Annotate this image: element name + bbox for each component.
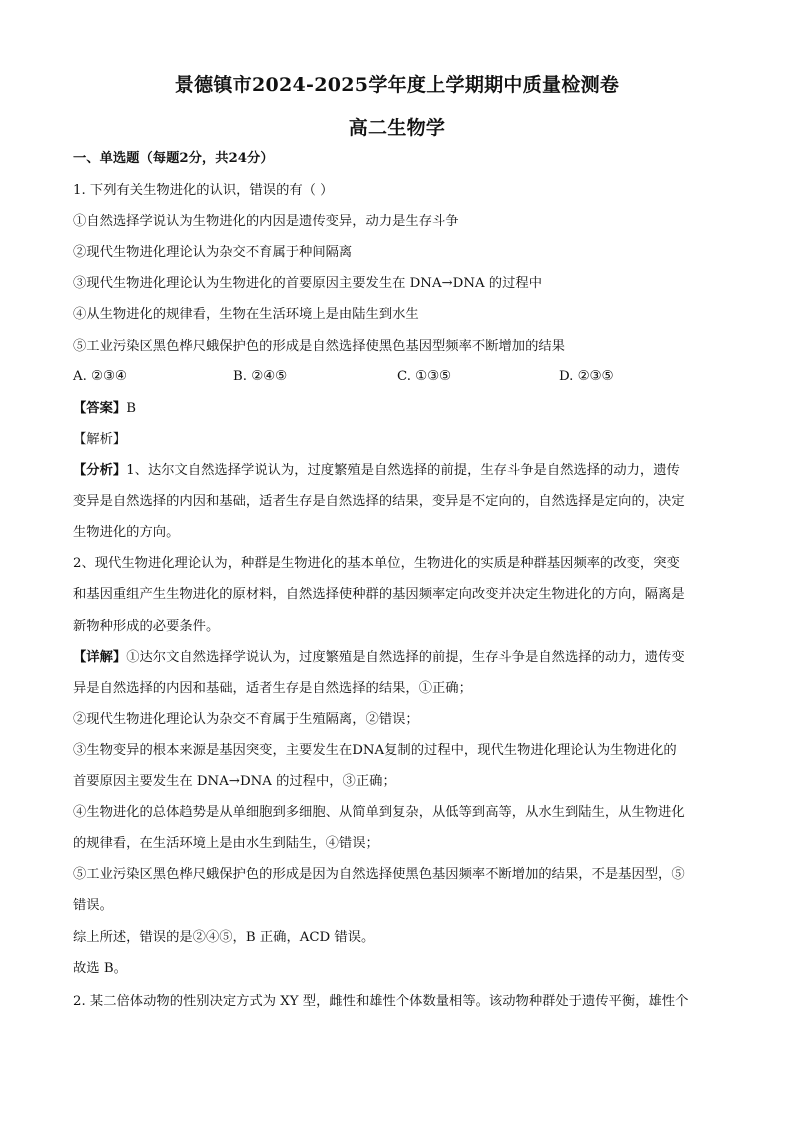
- analysis-line-text: ②现代生物进化理论认为杂交不育属于生殖隔离，②错误；: [73, 711, 419, 727]
- analysis-line: [73, 960, 723, 978]
- analysis-line: [73, 680, 723, 698]
- question-1-options: [73, 369, 723, 387]
- option-b: B. ②④⑤: [233, 369, 287, 384]
- analysis-line-text: 生物进化的方向。: [73, 525, 180, 541]
- analysis-line: [73, 929, 723, 947]
- analysis-tag: 【解析】: [73, 432, 127, 447]
- analysis-line-text: 故选 B。: [73, 960, 127, 976]
- question-1-item-4: ④从生物进化的规律看，生物在生活环境上是由陆生到水生: [73, 307, 419, 322]
- analysis-line-text: 2、现代生物进化理论认为，种群是生物进化的基本单位，生物进化的实质是种群基因频率的改变，突变: [73, 556, 680, 572]
- section-heading: 一、单选题（每题2分，共24分）: [73, 151, 274, 166]
- analysis-line-text: 变异是自然选择的内因和基础，适者生存是自然选择的结果，变异是不定向的，自然选择是定向的，决定: [73, 494, 685, 510]
- analysis-line: [73, 618, 723, 636]
- analysis-line-text: 1、达尔文自然选择学说认为，过度繁殖是自然选择的前提，生存斗争是自然选择的动力，遗传: [126, 463, 680, 478]
- analysis-line-text: 和基因重组产生生物进化的原材料，自然选择使种群的基因频率定向改变并决定生物进化的方向，隔离是: [73, 587, 685, 603]
- page-subtitle: 高二生物学: [348, 117, 446, 139]
- answer-tag: 【答案】: [73, 401, 127, 416]
- answer-line: [73, 400, 723, 418]
- analysis-line-text: 的规律看，在生活环境上是由水生到陆生，④错误；: [73, 836, 379, 852]
- analysis-line-tag: 【分析】: [73, 463, 127, 478]
- question-1-item-2: ②现代生物进化理论认为杂交不育属于种间隔离: [73, 245, 353, 260]
- option-a: A. ②③④: [73, 369, 127, 384]
- option-c: C. ①③⑤: [397, 369, 451, 384]
- analysis-line-text: ③生物变异的根本来源是基因突变，主要发生在DNA复制的过程中，现代生物进化理论认为生物进化的: [73, 742, 677, 758]
- analysis-line: [73, 555, 723, 573]
- analysis-line-text: 新物种形成的必要条件。: [73, 618, 220, 634]
- page-title: 景德镇市2024-2025学年度上学期期中质量检测卷: [174, 74, 620, 96]
- analysis-line-text: 首要原因主要发生在 DNA→DNA 的过程中，③正确；: [73, 774, 396, 789]
- analysis-line: [73, 866, 723, 884]
- analysis-line-text: ⑤工业污染区黑色桦尺蛾保护色的形成是因为自然选择使黑色基因频率不断增加的结果，不是基因型，⑤: [73, 867, 685, 883]
- analysis-line-text: ④生物进化的总体趋势是从单细胞到多细胞、从简单到复杂，从低等到高等，从水生到陆生，从生物进化: [73, 805, 685, 821]
- analysis-line: [73, 773, 723, 791]
- analysis-line-text: 异是自然选择的内因和基础，适者生存是自然选择的结果，①正确；: [73, 680, 472, 696]
- analysis-line-text: 综上所述，错误的是②④⑤，B 正确，ACD 错误。: [73, 929, 375, 945]
- analysis-line: [73, 586, 723, 604]
- analysis-line: [73, 711, 723, 729]
- answer-value: B: [126, 401, 136, 416]
- analysis-line: [73, 742, 723, 760]
- analysis-line: [73, 835, 723, 853]
- question-1-item-5: ⑤工业污染区黑色桦尺蛾保护色的形成是自然选择使黑色基因型频率不断增加的结果: [73, 339, 565, 354]
- question-1-item-1: ①自然选择学说认为生物进化的内因是遗传变异，动力是生存斗争: [73, 214, 459, 229]
- analysis-line: [73, 649, 723, 667]
- analysis-line: [73, 804, 723, 822]
- analysis-line: [73, 524, 723, 542]
- option-d: D. ②③⑤: [559, 369, 614, 384]
- analysis-line: [73, 897, 723, 915]
- question-1-item-3: ③现代生物进化理论认为生物进化的首要原因主要发生在 DNA→DNA 的过程中: [73, 276, 542, 291]
- analysis-line: [73, 493, 723, 511]
- question-1-stem: 1. 下列有关生物进化的认识，错误的有（ ）: [73, 183, 334, 198]
- analysis-line-text: ①达尔文自然选择学说认为，过度繁殖是自然选择的前提，生存斗争是自然选择的动力，遗传变: [126, 649, 685, 665]
- analysis-line-tag: 【详解】: [73, 649, 127, 665]
- analysis-line: [73, 462, 723, 480]
- analysis-line-text: 错误。: [73, 898, 113, 914]
- question-2-stem: 2. 某二倍体动物的性别决定方式为 XY 型，雌性和雄性个体数量相等。该动物种群处于遗传平衡，雄性个: [73, 994, 689, 1009]
